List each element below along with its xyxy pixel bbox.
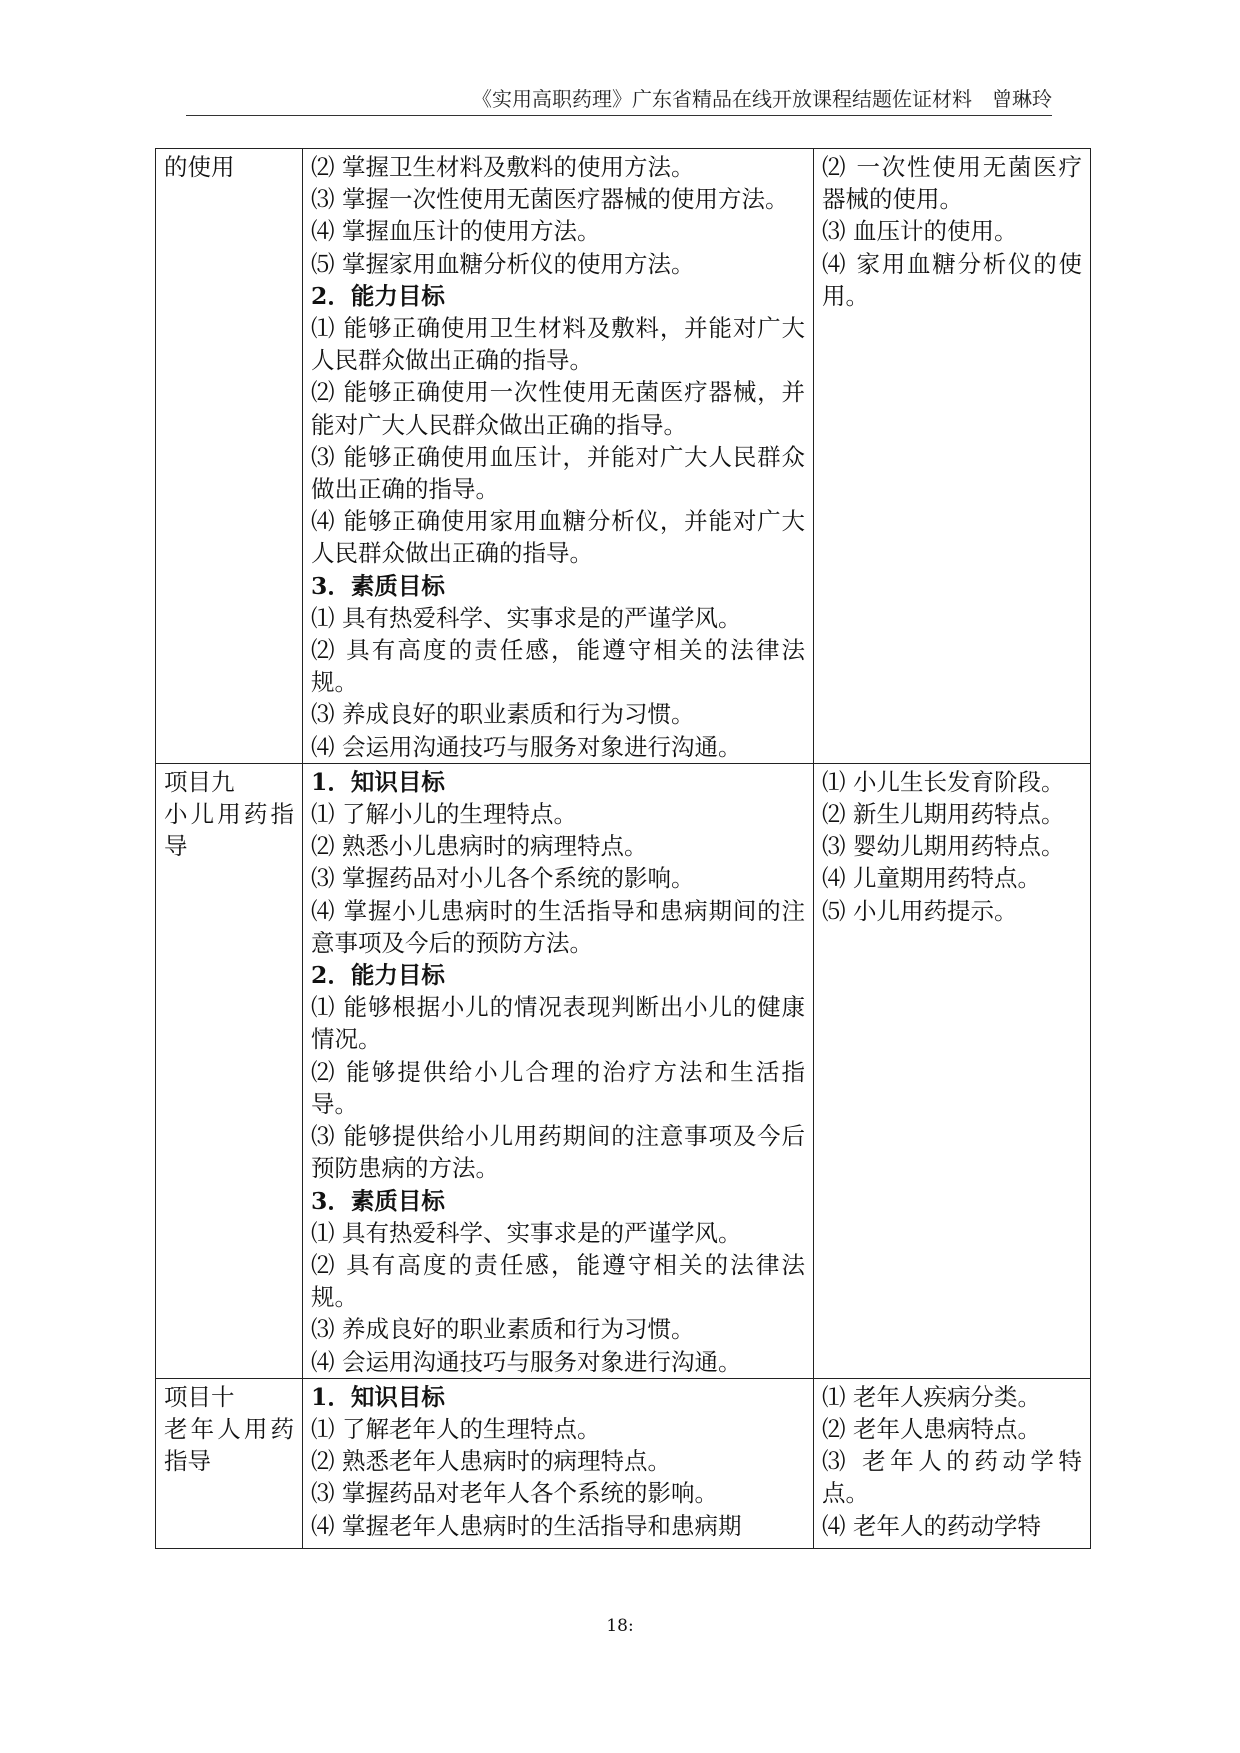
objective-line: ⑴ 了解老年人的生理特点。	[311, 1414, 601, 1443]
objective-line: ⑵ 熟悉老年人患病时的病理特点。	[311, 1447, 671, 1476]
header-rule	[186, 115, 1052, 116]
header-author: 曾琳玲	[992, 87, 1052, 111]
objective-line: ⑴ 具有热爱科学、实事求是的严谨学风。	[311, 1218, 742, 1247]
objective-line: ⑵ 能够提供给小儿合理的治疗方法和生活指导。	[311, 1057, 805, 1118]
content-line: ⑵ 新生儿期用药特点。	[822, 800, 1065, 829]
content-line: ⑶ 婴幼儿期用药特点。	[822, 832, 1065, 861]
objective-line: ⑴ 能够正确使用卫生材料及敷料，并能对广大人民群众做出正确的指导。	[311, 314, 805, 375]
objective-line: ⑵ 能够正确使用一次性使用无菌医疗器械，并能对广大人民群众做出正确的指导。	[311, 378, 805, 439]
objective-line: ⑶ 能够提供给小儿用药期间的注意事项及今后预防患病的方法。	[311, 1122, 805, 1183]
objective-heading: 1．知识目标	[311, 1382, 445, 1411]
objective-line: ⑶ 养成良好的职业素质和行为习惯。	[311, 700, 695, 729]
objective-line: ⑵ 熟悉小儿患病时的病理特点。	[311, 832, 648, 861]
objective-line: ⑷ 掌握老年人患病时的生活指导和患病期	[311, 1511, 742, 1540]
objective-line: ⑸ 掌握家用血糖分析仪的使用方法。	[311, 249, 695, 278]
objective-heading: 3．素质目标	[311, 1186, 445, 1215]
table-row	[156, 149, 1091, 764]
contents-cell	[814, 149, 1091, 764]
objective-line: ⑶ 掌握一次性使用无菌医疗器械的使用方法。	[311, 185, 789, 214]
header-title: 《实用高职药理》广东省精品在线开放课程结题佐证材料	[472, 87, 972, 111]
objective-line: ⑴ 了解小儿的生理特点。	[311, 800, 577, 829]
objective-line: ⑵ 具有高度的责任感，能遵守相关的法律法规。	[311, 636, 805, 697]
content-line: ⑶ 老年人的药动学特点。	[822, 1447, 1082, 1508]
table-row	[156, 1378, 1091, 1548]
project-number: 项目九	[164, 767, 235, 796]
content-line: ⑴ 老年人疾病分类。	[822, 1382, 1041, 1411]
objective-heading: 2．能力目标	[311, 281, 445, 310]
content-line: ⑵ 一次性使用无菌医疗器械的使用。	[822, 153, 1082, 214]
page-header	[186, 84, 1052, 114]
objective-line: ⑷ 掌握血压计的使用方法。	[311, 217, 601, 246]
project-cell	[156, 763, 303, 1378]
contents-cell	[814, 1378, 1091, 1548]
objective-line: ⑶ 养成良好的职业素质和行为习惯。	[311, 1315, 695, 1344]
objectives-cell	[303, 149, 814, 764]
objective-line: ⑶ 掌握药品对小儿各个系统的影响。	[311, 864, 695, 893]
objective-line: ⑷ 能够正确使用家用血糖分析仪，并能对广大人民群众做出正确的指导。	[311, 507, 805, 568]
content-line: ⑵ 老年人患病特点。	[822, 1414, 1041, 1443]
objective-line: ⑷ 会运用沟通技巧与服务对象进行沟通。	[311, 732, 742, 761]
objective-line: ⑶ 能够正确使用血压计，并能对广大人民群众做出正确的指导。	[311, 442, 805, 504]
project-cell	[156, 149, 303, 764]
table-body	[156, 149, 1091, 1549]
content-line: ⑸ 小儿用药提示。	[822, 896, 1018, 925]
page-number: 18:	[606, 1616, 634, 1636]
project-name-line: 老年人用药指导	[164, 1414, 294, 1476]
objective-line: ⑶ 掌握药品对老年人各个系统的影响。	[311, 1479, 718, 1508]
objectives-cell	[303, 763, 814, 1378]
objective-line: ⑷ 掌握小儿患病时的生活指导和患病期间的注意事项及今后的预防方法。	[311, 896, 805, 957]
objective-line: ⑵ 具有高度的责任感，能遵守相关的法律法规。	[311, 1250, 805, 1312]
objective-line: ⑴ 能够根据小儿的情况表现判断出小儿的健康情况。	[311, 993, 805, 1054]
objective-heading: 2．能力目标	[311, 961, 445, 990]
content-line: ⑷ 老年人的药动学特	[822, 1511, 1041, 1540]
objective-heading: 1．知识目标	[311, 767, 445, 796]
content-line: ⑷ 家用血糖分析仪的使用。	[822, 249, 1082, 310]
project-name-line: 小儿用药指导	[164, 800, 294, 861]
objectives-cell	[303, 1378, 814, 1548]
project-name-line: 的使用	[164, 153, 235, 181]
content-line: ⑴ 小儿生长发育阶段。	[822, 767, 1065, 796]
objective-heading: 3．素质目标	[311, 571, 445, 600]
table-row	[156, 763, 1091, 1378]
contents-cell	[814, 763, 1091, 1378]
project-cell	[156, 1378, 303, 1548]
content-line: ⑷ 儿童期用药特点。	[822, 864, 1041, 893]
project-number: 项目十	[164, 1382, 235, 1411]
objective-line: ⑴ 具有热爱科学、实事求是的严谨学风。	[311, 603, 742, 632]
objective-line: ⑵ 掌握卫生材料及敷料的使用方法。	[311, 153, 695, 181]
content-line: ⑶ 血压计的使用。	[822, 217, 1018, 246]
course-objectives-table	[155, 148, 1091, 1549]
objective-line: ⑷ 会运用沟通技巧与服务对象进行沟通。	[311, 1347, 742, 1376]
